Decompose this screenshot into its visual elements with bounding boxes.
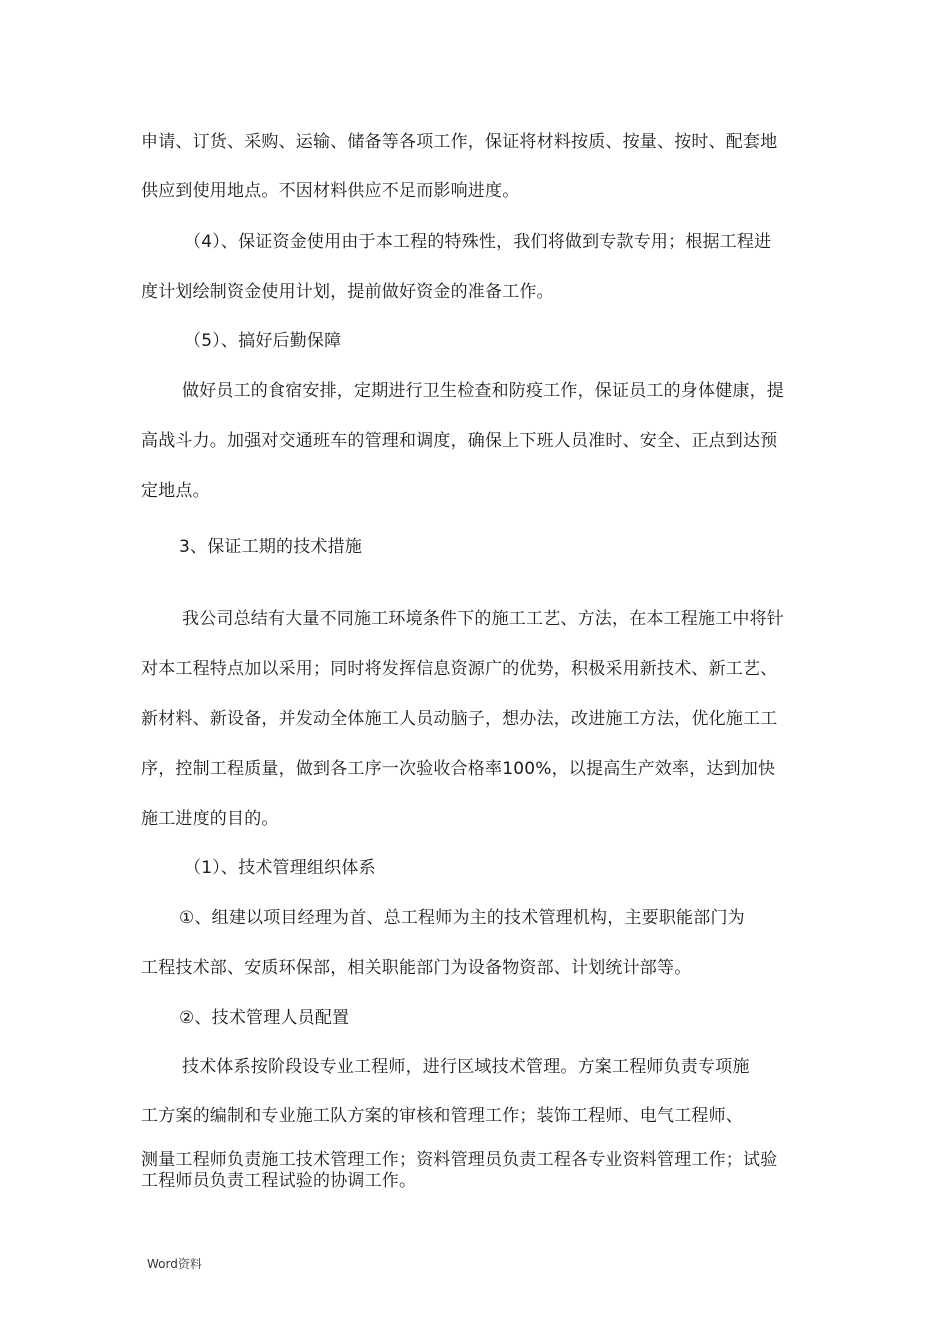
text-line: 申请、订货、采购、运输、储备等各项工作，保证将材料按质、按量、按时、配套地 [141,132,778,152]
text-line: 工方案的编制和专业施工队方案的审核和管理工作；装饰工程师、电气工程师、 [141,1106,743,1126]
text-line: 测量工程师负责施工技术管理工作；资料管理员负责工程各专业资料管理工作；试验 [141,1150,778,1170]
text-line: 度计划绘制资金使用计划，提前做好资金的准备工作。 [141,282,554,302]
text-line: 工程技术部、安质环保部，相关职能部门为设备物资部、计划统计部等。 [141,958,692,978]
text-line: 高战斗力。加强对交通班车的管理和调度，确保上下班人员准时、安全、正点到达预 [141,431,778,451]
text-line: 做好员工的食宿安排，定期进行卫生检查和防疫工作，保证员工的身体健康，提 [182,381,784,401]
text-line: 定地点。 [141,481,210,501]
page-footer: Word资料 [147,1257,202,1271]
section-heading: ②、技术管理人员配置 [179,1008,350,1028]
text-line: 施工进度的目的。 [141,809,279,829]
text-line: 工程师员负责工程试验的协调工作。 [141,1171,417,1191]
text-line: 供应到使用地点。不因材料供应不足而影响进度。 [141,181,520,201]
text-line: 技术体系按阶段设专业工程师，进行区域技术管理。方案工程师负责专项施 [182,1057,750,1077]
text-line: （4）、保证资金使用由于本工程的特殊性，我们将做到专款专用；根据工程进 [184,232,772,252]
text-line: 新材料、新设备，并发动全体施工人员动脑子，想办法，改进施工方法，优化施工工 [141,709,778,729]
text-line: 序，控制工程质量，做到各工序一次验收合格率100%，以提高生产效率，达到加快 [141,759,776,779]
section-heading: （1）、技术管理组织体系 [184,858,376,878]
section-heading: （5）、搞好后勤保障 [184,331,342,351]
text-line: ①、组建以项目经理为首、总工程师为主的技术管理机构，主要职能部门为 [179,908,745,928]
section-heading: 3、保证工期的技术措施 [179,537,363,557]
text-line: 对本工程特点加以采用；同时将发挥信息资源广的优势，积极采用新技术、新工艺、 [141,659,778,679]
text-line: 我公司总结有大量不同施工环境条件下的施工工艺、方法，在本工程施工中将针 [182,609,784,629]
